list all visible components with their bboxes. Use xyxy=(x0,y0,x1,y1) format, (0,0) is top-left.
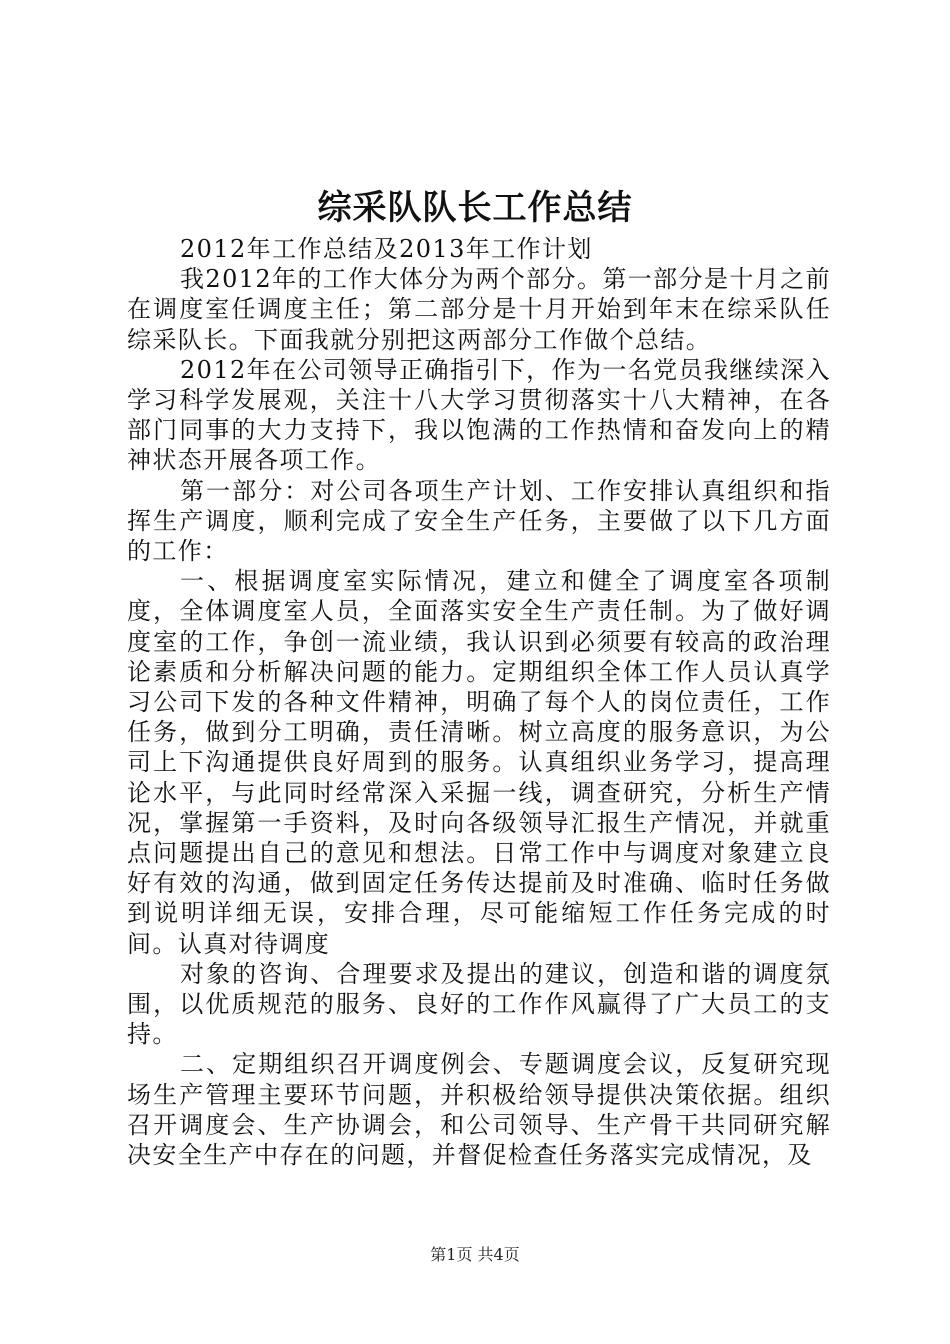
body-paragraph: 我2012年的工作大体分为两个部分。第一部分是十月之前在调度室任调度主任；第二部分是十月开始到年末在综采队任综采队长。下面我就分别把这两部分工作做个总结。 xyxy=(127,265,831,354)
document-title: 综采队队长工作总结 xyxy=(317,188,633,228)
body-paragraph: 对象的咨询、合理要求及提出的建议，创造和谐的调度氛围，以优质规范的服务、良好的工作作风赢得了广大员工的支持。 xyxy=(127,959,831,1049)
body-paragraph: 一、根据调度室实际情况，建立和健全了调度室各项制度，全体调度室人员，全面落实安全生产责任制。为了做好调度室的工作，争创一流业绩，我认识到必须要有较高的政治理论素质和分析解决问题的能力。定期组织全体工作人员认真学习公司下发的各种文件精神，明确了每个人的岗位责任，工作任务，做到分工明确，责任清晰。树立高度的服务意识，为公司上下沟通提供良好周到的服务。认真组织业务学习，提高理论水平，与此同时经常深入采掘一线，调查研究，分析生产情况，掌握第一手资料，及时向各级领导汇报生产情况，并就重点问题提出自己的意见和想法。日常工作中与调度对象建立良好有效的沟通，做到固定任务传达提前及时准确、临时任务做到说明详细无误，安排合理，尽可能缩短工作任务完成的时间。认真对待调度 xyxy=(127,567,831,958)
body-paragraph: 2012年在公司领导正确指引下，作为一名党员我继续深入学习科学发展观，关注十八大学习贯彻落实十八大精神，在各部门同事的大力支持下，我以饱满的工作热情和奋发向上的精神状态开展各项工作。 xyxy=(127,355,831,475)
page-footer: 第1页 共4页 xyxy=(430,1245,520,1264)
document-body xyxy=(127,234,831,1170)
body-paragraph: 第一部分：对公司各项生产计划、工作安排认真组织和指挥生产调度，顺利完成了安全生产任务，主要做了以下几方面的工作： xyxy=(127,476,831,566)
body-paragraph: 二、定期组织召开调度例会、专题调度会议，反复研究现场生产管理主要环节问题，并积极给领导提供决策依据。组织召开调度会、生产协调会，和公司领导、生产骨干共同研究解决安全生产中存在的问题，并督促检查任务落实完成情况，及 xyxy=(127,1050,831,1170)
body-paragraph: 2012年工作总结及2013年工作计划 xyxy=(180,235,593,263)
